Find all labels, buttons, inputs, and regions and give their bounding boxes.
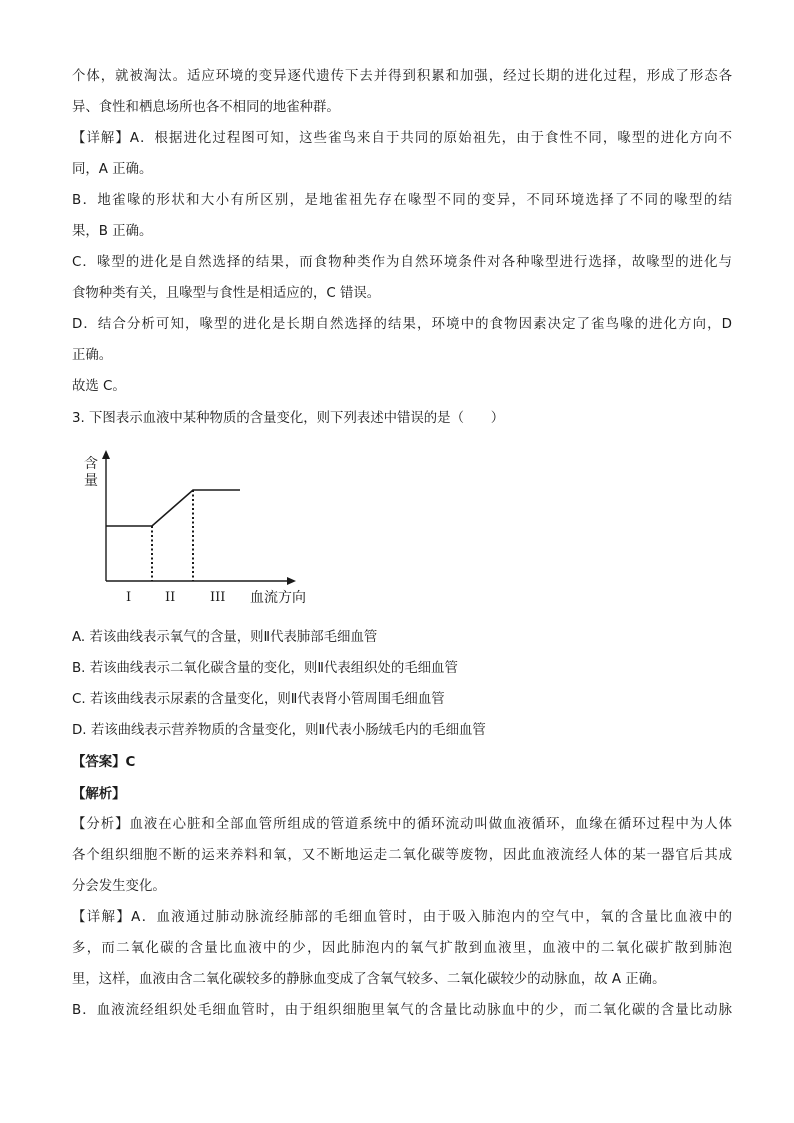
text-line: 正确。 xyxy=(72,348,113,363)
text-line: 【分析】血液在心脏和全部血管所组成的管道系统中的循环流动叫做血液循环，血缘在循环过程中为人体 xyxy=(72,817,732,832)
text-line: 【详解】A．血液通过肺动脉流经肺部的毛细血管时，由于吸入肺泡内的空气中，氧的含量比血液中的 xyxy=(72,910,732,925)
answer-option: C. 若该曲线表示尿素的含量变化，则Ⅱ代表肾小管周围毛细血管 xyxy=(72,692,445,707)
region-label-1: I xyxy=(126,590,132,605)
y-axis-label-bottom: 量 xyxy=(84,473,98,489)
text-line: 果，B 正确。 xyxy=(72,224,153,239)
text-line: 3. 下图表示血液中某种物质的含量变化，则下列表述中错误的是（ ） xyxy=(72,411,505,426)
text-line: C．喙型的进化是自然选择的结果，而食物种类作为自然环境条件对各种喙型进行选择，故喙型的进化与 xyxy=(72,255,732,270)
text-line: 同，A 正确。 xyxy=(72,162,153,177)
region-label-2: II xyxy=(165,590,176,605)
text-line: B．地雀喙的形状和大小有所区别，是地雀祖先存在喙型不同的变异，不同环境选择了不同的喙型的结 xyxy=(72,193,732,208)
text-line: 食物种类有关，且喙型与食性是相适应的，C 错误。 xyxy=(72,286,381,301)
answer-option: D. 若该曲线表示营养物质的含量变化，则Ⅱ代表小肠绒毛内的毛细血管 xyxy=(72,723,486,738)
x-axis-arrow xyxy=(287,577,296,585)
text-line: 分会发生变化。 xyxy=(72,879,166,894)
y-axis-arrow xyxy=(102,450,110,459)
y-axis-label-top: 含 xyxy=(84,456,98,472)
text-line: 故选 C。 xyxy=(72,379,126,394)
answer-option: B. 若该曲线表示二氧化碳含量的变化，则Ⅱ代表组织处的毛细血管 xyxy=(72,661,458,676)
x-axis-label: 血流方向 xyxy=(250,590,306,606)
text-line: 个体，就被淘汰。适应环境的变异逐代遗传下去并得到积累和加强，经过长期的进化过程，形成了形态各 xyxy=(72,69,732,84)
text-line: 【详解】A．根据进化过程图可知，这些雀鸟来自于共同的原始祖先，由于食性不同，喙型的进化方向不 xyxy=(72,131,732,146)
text-line: 里，这样，血液由含二氧化碳较多的静脉血变成了含氧气较多、二氧化碳较少的动脉血，故 A 正确。 xyxy=(72,972,666,987)
analysis-label: 【解析】 xyxy=(72,787,126,802)
answer-option: A. 若该曲线表示氧气的含量，则Ⅱ代表肺部毛细血管 xyxy=(72,630,378,645)
text-line: D．结合分析可知，喙型的进化是长期自然选择的结果，环境中的食物因素决定了雀鸟喙的进化方向，D xyxy=(72,317,732,332)
answer-label: 【答案】C xyxy=(72,755,136,770)
text-line: 异、食性和栖息场所也各不相同的地雀种群。 xyxy=(72,100,340,115)
region-label-3: III xyxy=(210,590,226,605)
content-curve xyxy=(106,490,240,526)
text-line: 各个组织细胞不断的运来养料和氧，又不断地运走二氧化碳等废物，因此血液流经人体的某一器官后其成 xyxy=(72,848,732,863)
text-line: B．血液流经组织处毛细血管时，由于组织细胞里氧气的含量比动脉血中的少，而二氧化碳的含量比动脉 xyxy=(72,1003,732,1018)
text-line: 多，而二氧化碳的含量比血液中的少，因此肺泡内的氧气扩散到血液里，血液中的二氧化碳扩散到肺泡 xyxy=(72,941,732,956)
content-change-chart xyxy=(60,448,320,610)
